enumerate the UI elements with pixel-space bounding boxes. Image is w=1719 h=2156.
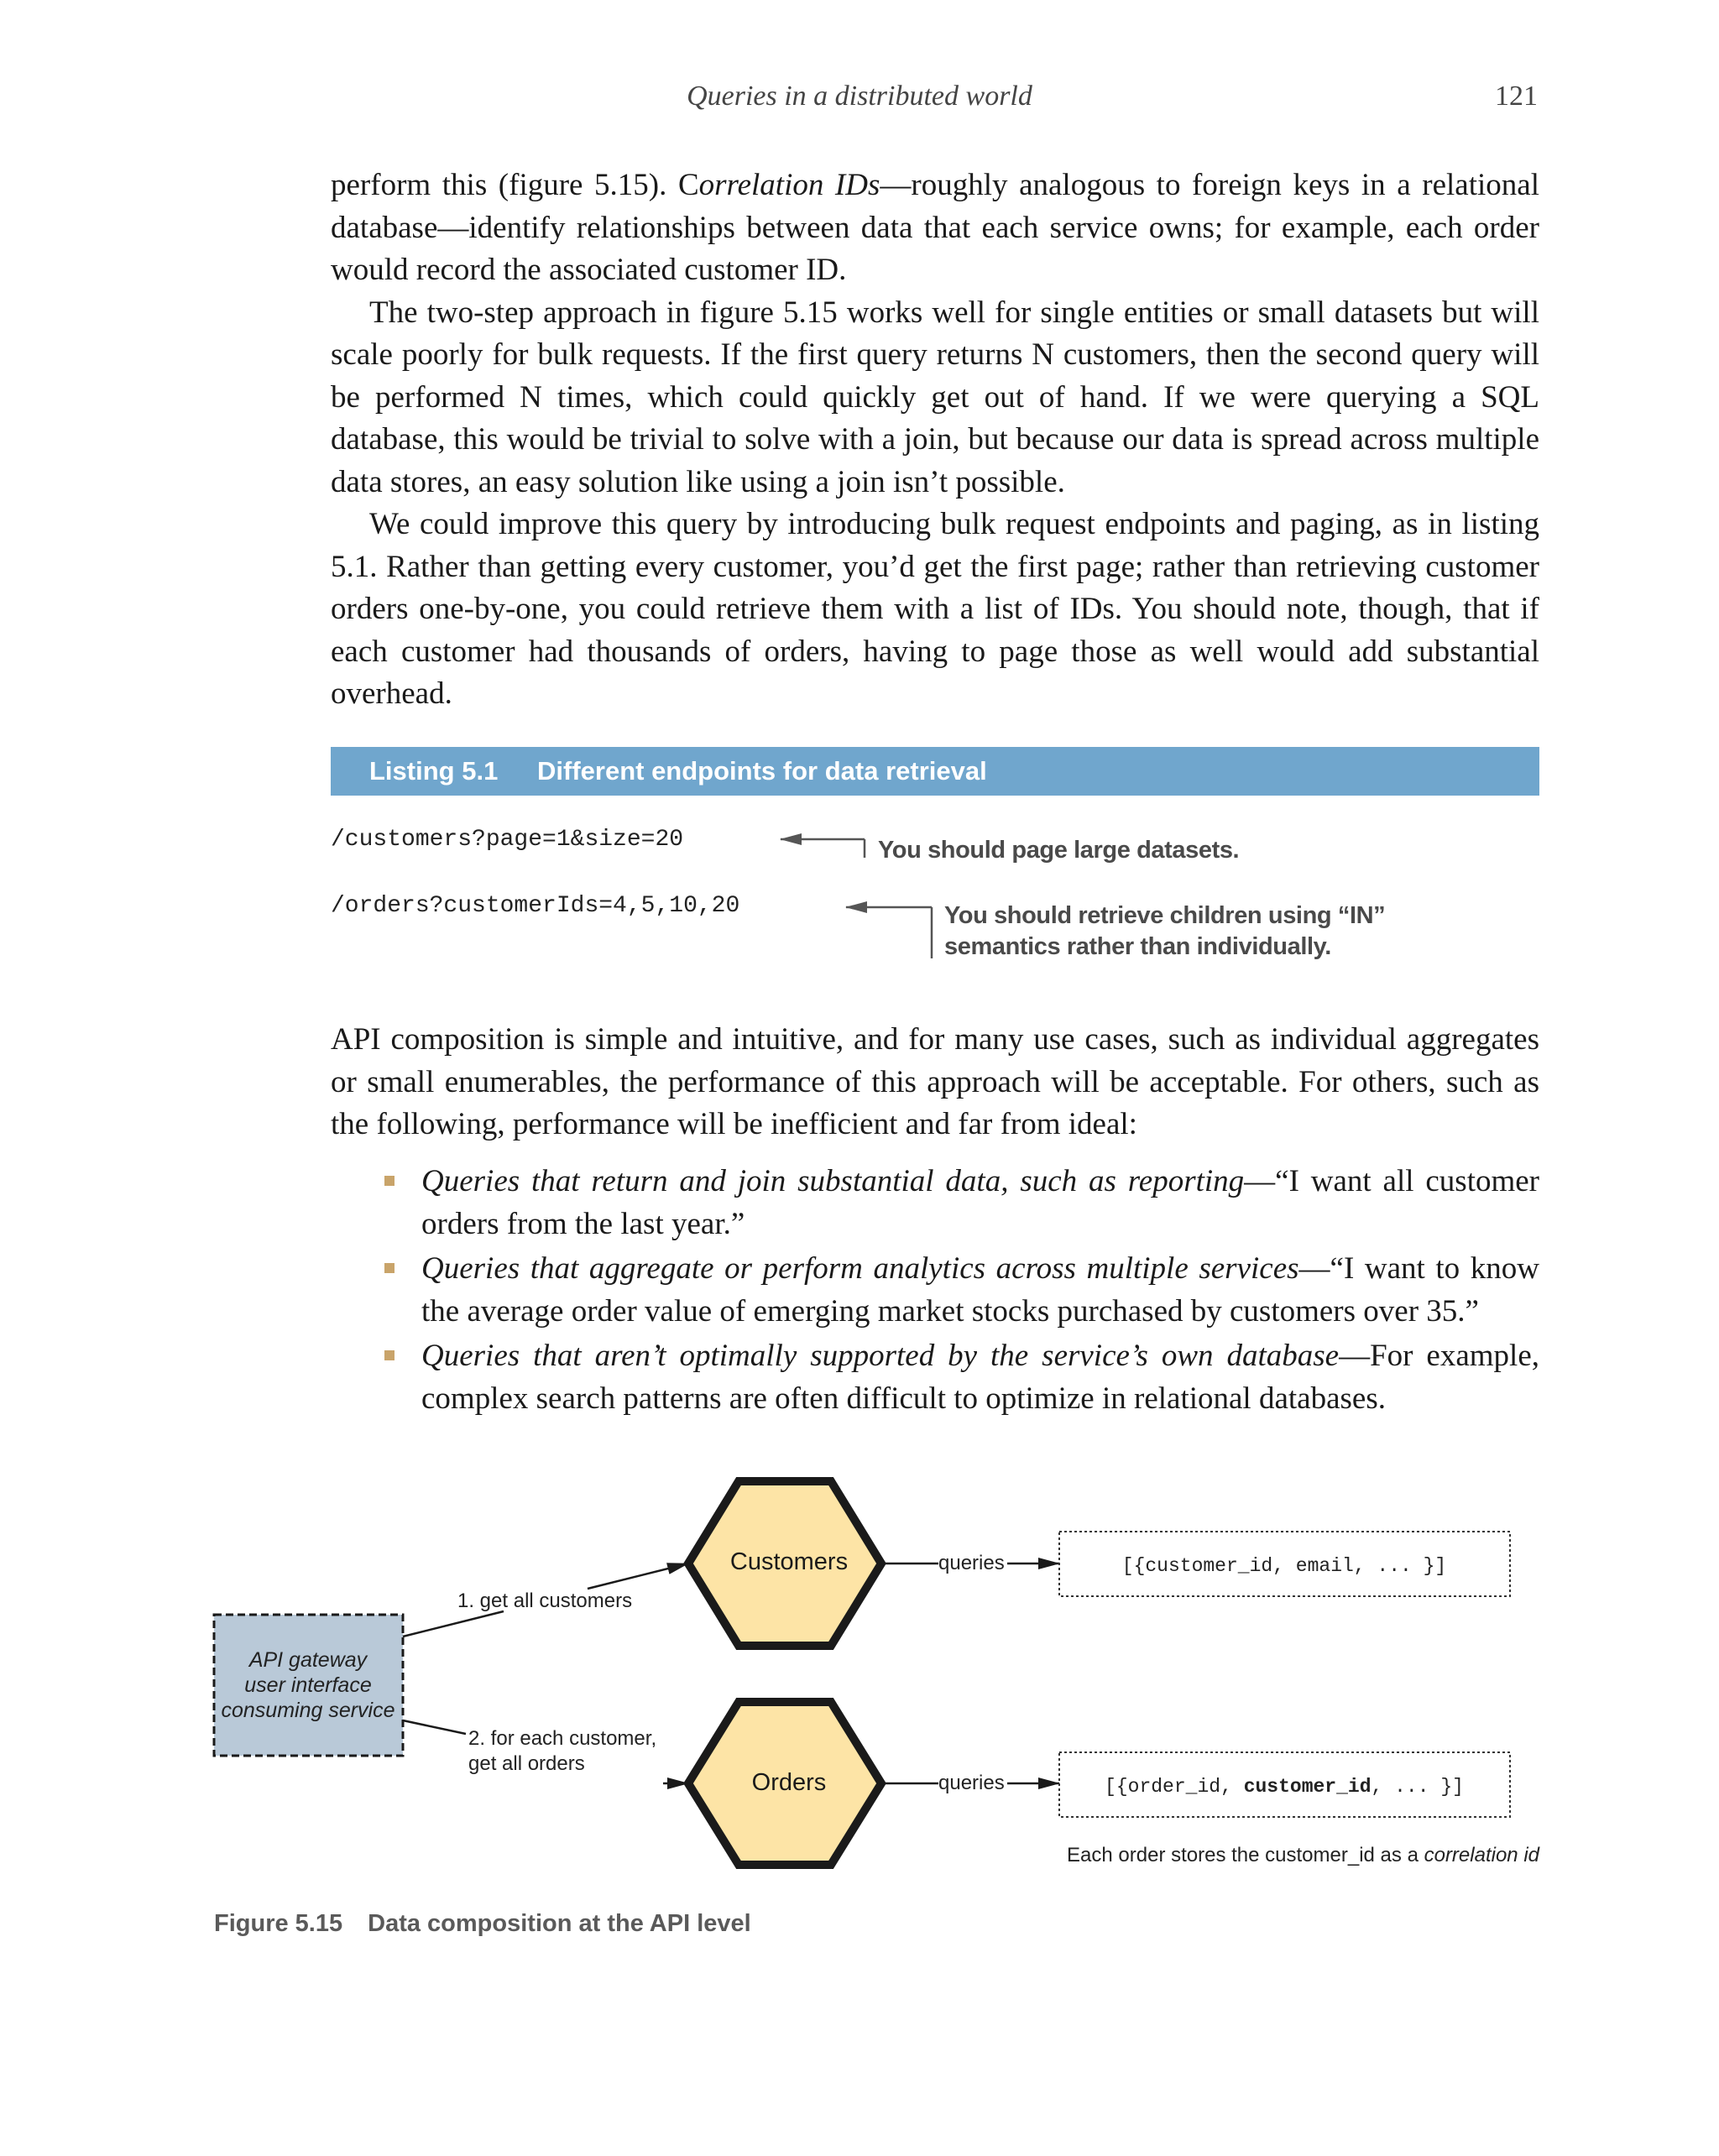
code-line-customers: /customers?page=1&size=20 — [331, 827, 684, 853]
customers-label: Customers — [729, 1548, 849, 1575]
customers-queries-label: queries — [938, 1552, 1005, 1574]
paragraph-1: perform this (figure 5.15). Correlation IDs—roughly analogous to foreign keys in a relational database—identify relationships between data that each service owns; for example, each order would record the associated customer ID. — [331, 168, 1539, 287]
paragraph-4: API composition is simple and intuitive, and for many use cases, such as individual aggregates or small enumerables, the performance of this approach will be acceptable. For others, such as the following, performance will be inefficient and far from ideal: — [331, 1022, 1539, 1141]
orders-queries-label: queries — [938, 1772, 1005, 1794]
paragraph-3: We could improve this query by introducing bulk request endpoints and paging, as in listing 5.1. Rather than getting every customer, you’d get the first page; rather than retrieving customer orders one-by-one, you could retrieve them with a list of IDs. You should note, though, that if each customer had thousands of orders, having to page those as well would add substantial overhead. — [331, 507, 1539, 711]
correlation-note: Each order stores the customer_id as a correlation id — [1067, 1844, 1539, 1866]
code-line-orders: /orders?customerIds=4,5,10,20 — [331, 893, 740, 919]
gateway-label-line-3: consuming service — [221, 1699, 395, 1722]
step-2-label-line-2: get all orders — [468, 1752, 585, 1775]
step-1-label: 1. get all customers — [457, 1590, 633, 1612]
figure-title: Data composition at the API level — [368, 1910, 751, 1937]
orders-label: Orders — [751, 1769, 827, 1796]
annotation-arrow-1 — [781, 839, 865, 858]
orders-result-text: [{order_id, customer_id, ... }] — [1105, 1776, 1464, 1798]
step-1-arrow — [588, 1563, 688, 1589]
term-correlation-ids: orrelation IDs — [698, 168, 880, 202]
bullet-item: Queries that aggregate or perform analytics across multiple services—“I want to know the average order value of emerging market stocks purchased by customers over 35.” — [331, 1248, 1539, 1333]
figure-number: Figure 5.15 — [214, 1910, 343, 1937]
annotation-arrow-2 — [846, 907, 932, 958]
listing-title: Different endpoints for data retrieval — [537, 756, 987, 786]
running-title: Queries in a distributed world — [687, 81, 1032, 112]
listing-number: Listing 5.1 — [369, 756, 499, 786]
gateway-label-line-2: user interface — [244, 1673, 372, 1697]
bullet-item: Queries that aren’t optimally supported by the service’s own database—For example, complex search patterns are often difficult to optimize in relational databases. — [331, 1335, 1539, 1420]
page-number: 121 — [1495, 81, 1538, 112]
gateway-label-line-1: API gateway — [248, 1648, 368, 1672]
customers-result-text: [{customer_id, email, ... }] — [1121, 1555, 1447, 1577]
annotation-in-semantics: You should retrieve children using “IN” semantics rather than individually. — [944, 902, 1386, 960]
step-1-line — [403, 1611, 504, 1637]
step-2-line — [403, 1720, 466, 1734]
paragraph-2: The two-step approach in figure 5.15 works well for single entities or small datasets but will scale poorly for bulk requests. If the first query returns N customers, then the second query will be performed N times, which could quickly get out of hand. If we were querying a SQL database, this would be trivial to solve with a join, but because our data is spread across multiple data stores, an easy solution like using a join isn’t possible. — [331, 295, 1539, 499]
annotation-page-datasets: You should page large datasets. — [878, 837, 1240, 864]
bullet-item: Queries that return and join substantial data, such as reporting—“I want all customer orders from the last year.” — [331, 1161, 1539, 1245]
step-2-label-line-1: 2. for each customer, — [468, 1727, 657, 1750]
figure-caption — [214, 1910, 751, 1938]
